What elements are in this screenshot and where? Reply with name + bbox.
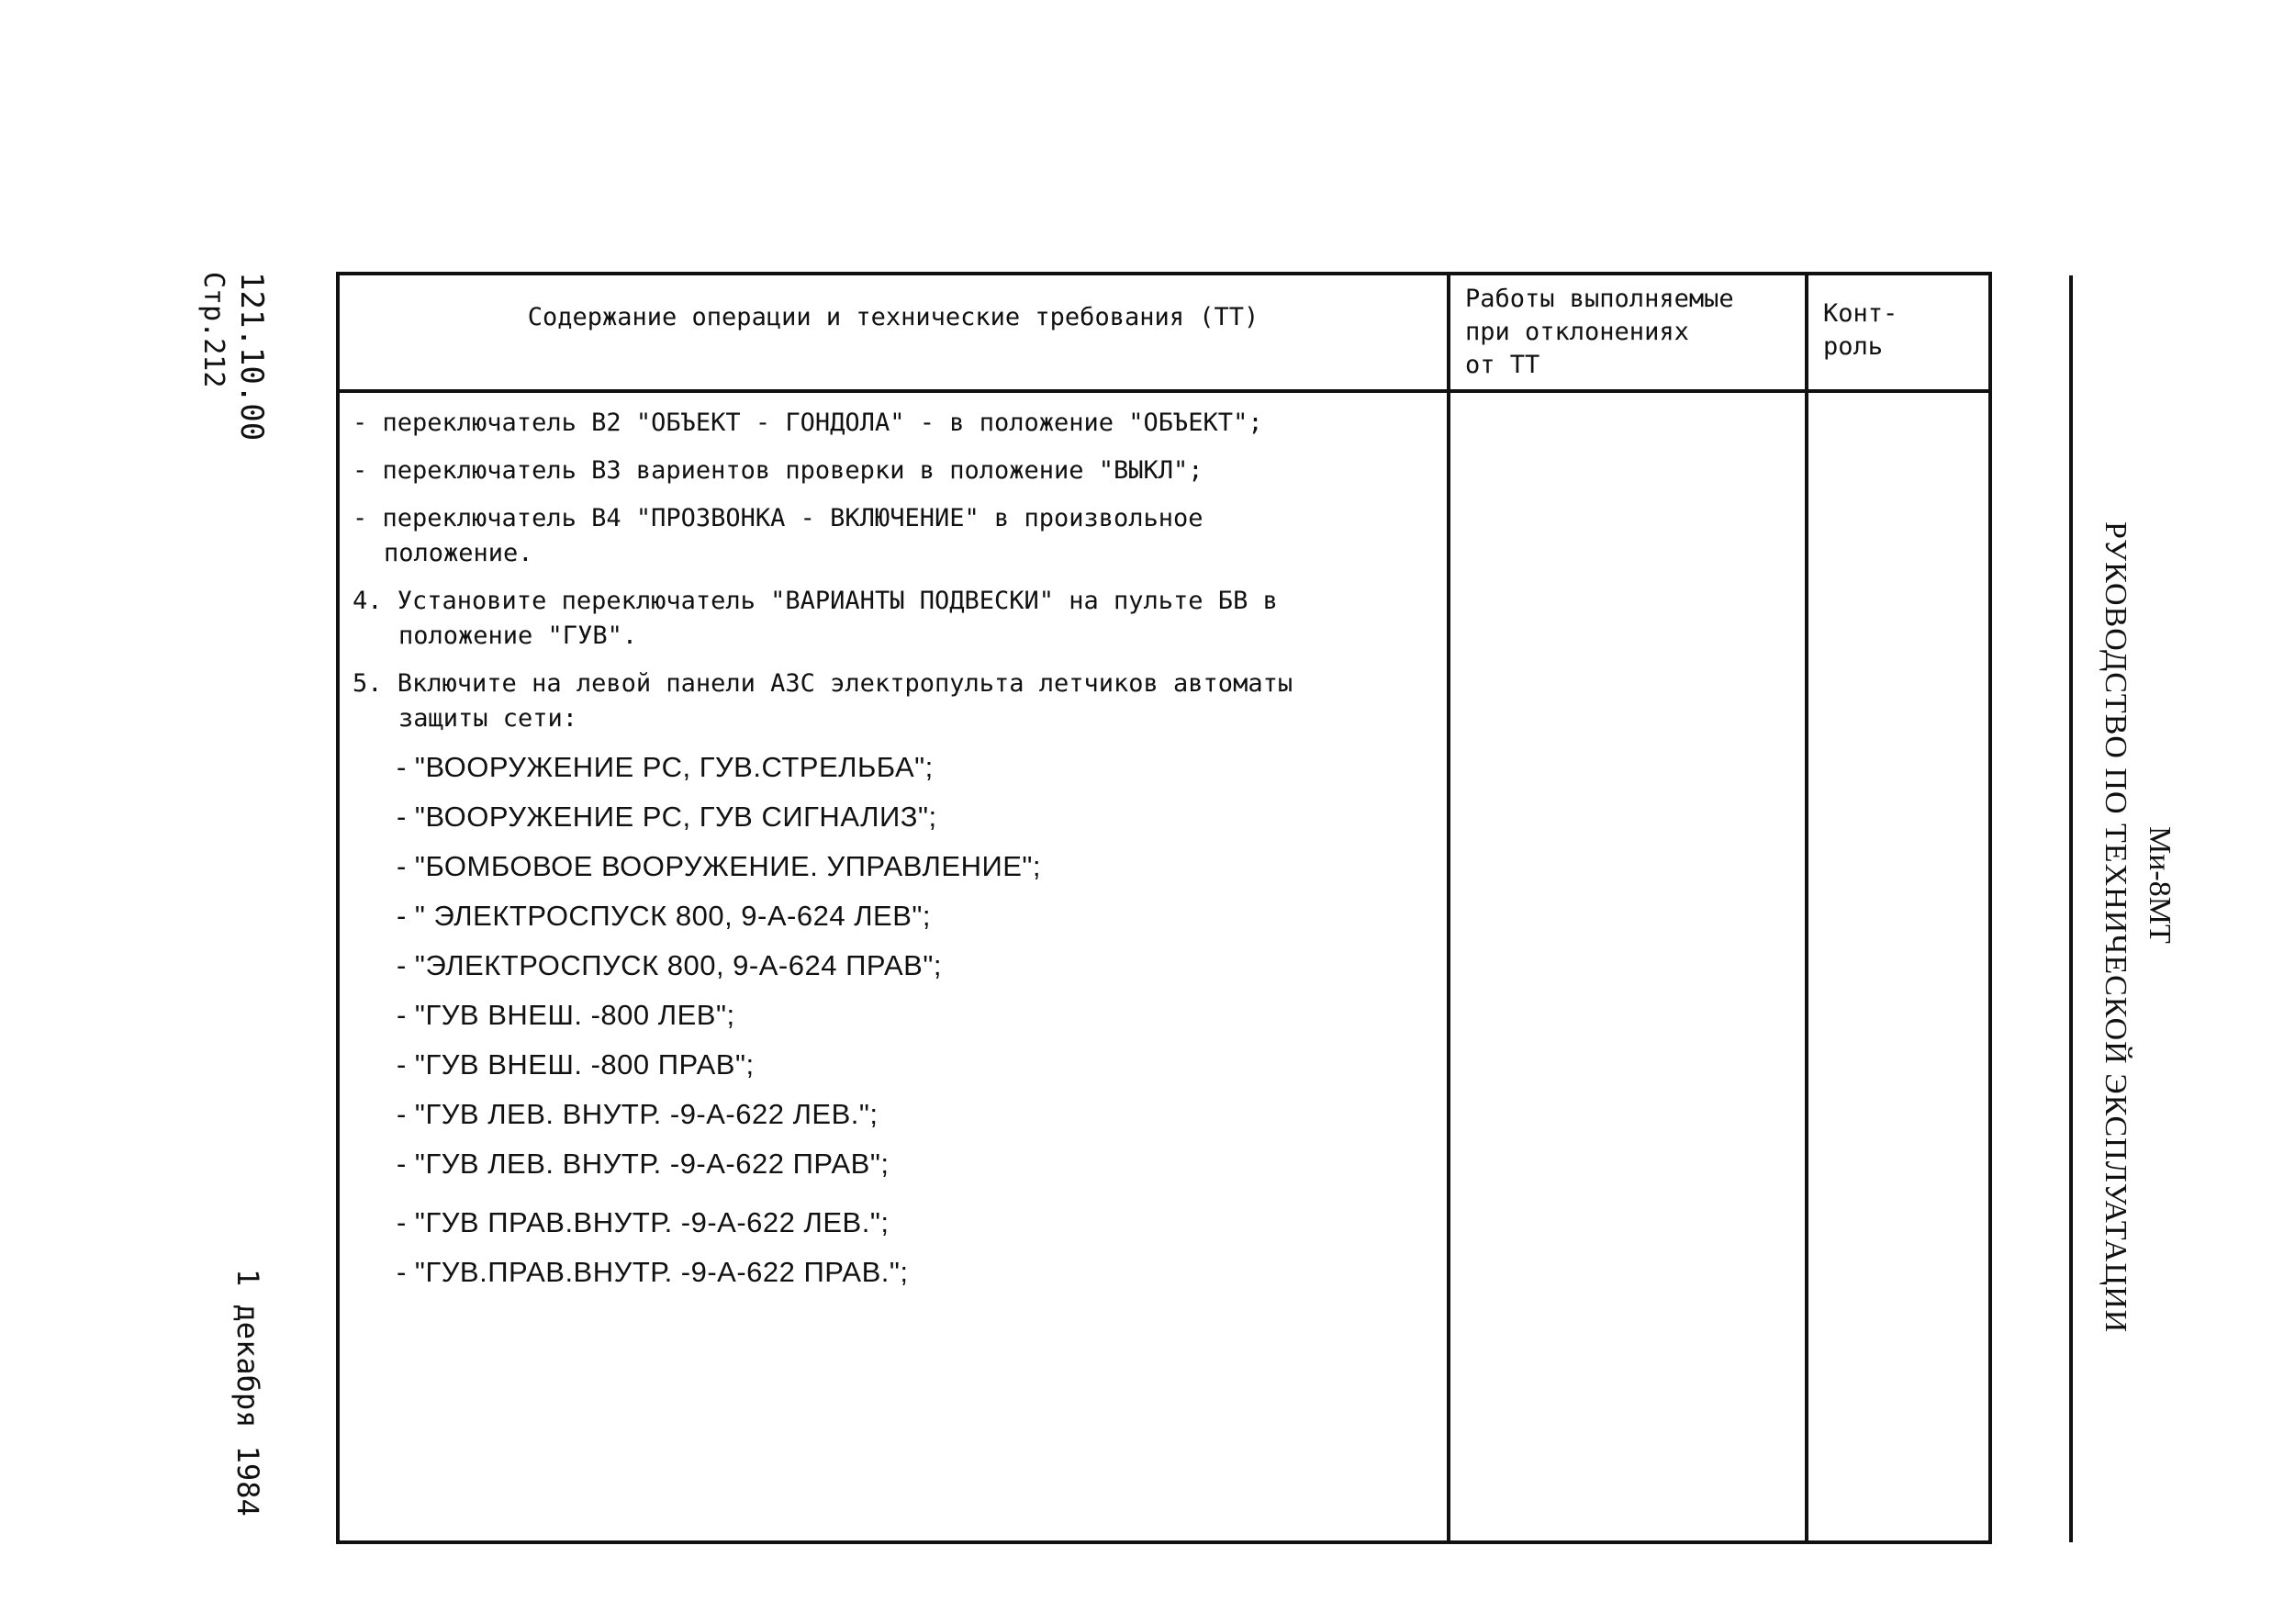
table-header-row bbox=[340, 275, 1988, 393]
instruction-line: - переключатель В2 "ОБЪЕКТ - ГОНДОЛА" - в положение "ОБЪЕКТ"; bbox=[353, 409, 1263, 437]
header-content: Содержание операции и технические требования (ТТ) bbox=[527, 303, 1259, 331]
operation-content bbox=[353, 406, 1436, 1304]
column-divider-1 bbox=[1447, 275, 1450, 1540]
document-date: 1 декабря 1984 bbox=[230, 1269, 265, 1517]
breaker-item: - "ГУВ ВНЕШ. -800 ПРАВ"; bbox=[397, 1048, 755, 1081]
step-4-line: 4. Установите переключатель "ВАРИАНТЫ ПОДВЕСКИ" на пульте БВ в bbox=[353, 587, 1278, 615]
header-deviation-work: Работы выполняемые при отклонениях от ТТ bbox=[1465, 285, 1734, 379]
page-reference: Стр.212 bbox=[197, 272, 230, 388]
breaker-item: - "ВООРУЖЕНИЕ РС, ГУВ СИГНАЛИЗ"; bbox=[397, 801, 937, 833]
column-divider-2 bbox=[1805, 275, 1808, 1540]
header-control: Конт- роль bbox=[1823, 299, 1898, 361]
breaker-item: - "ГУВ ПРАВ.ВНУТР. -9-А-622 ЛЕВ."; bbox=[397, 1206, 890, 1238]
step-5-line: 5. Включите на левой панели АЗС электропульта летчиков автоматы bbox=[353, 669, 1293, 698]
operations-table bbox=[336, 272, 1992, 1544]
breaker-item: - "ГУВ.ПРАВ.ВНУТР. -9-А-622 ПРАВ."; bbox=[397, 1256, 909, 1288]
document-code: 121.10.00 bbox=[233, 272, 270, 442]
instruction-line: - переключатель В3 вариентов проверки в положение "ВЫКЛ"; bbox=[353, 456, 1203, 485]
right-margin-rule bbox=[2069, 275, 2073, 1542]
breaker-item: - "ЭЛЕКТРОСПУСК 800, 9-А-624 ПРАВ"; bbox=[397, 949, 942, 981]
breaker-item: - "ГУВ ЛЕВ. ВНУТР. -9-А-622 ЛЕВ."; bbox=[397, 1098, 879, 1130]
breaker-item: - "ГУВ ЛЕВ. ВНУТР. -9-А-622 ПРАВ"; bbox=[397, 1148, 890, 1180]
aircraft-model: Ми-8МТ bbox=[2143, 826, 2177, 944]
instruction-line: положение. bbox=[384, 539, 533, 567]
instruction-line: - переключатель В4 "ПРОЗВОНКА - ВКЛЮЧЕНИЕ" в произвольное bbox=[353, 504, 1203, 532]
breaker-item: - "ВООРУЖЕНИЕ РС, ГУВ.СТРЕЛЬБА"; bbox=[397, 751, 934, 783]
step-4-line: положение "ГУВ". bbox=[398, 622, 638, 650]
breaker-item: - "ГУВ ВНЕШ. -800 ЛЕВ"; bbox=[397, 999, 735, 1031]
step-5-line: защиты сети: bbox=[398, 704, 578, 733]
manual-title: РУКОВОДСТВО ПО ТЕХНИЧЕСКОЙ ЭКСПЛУАТАЦИИ bbox=[2099, 521, 2133, 1334]
breaker-item: - "БОМБОВОЕ ВООРУЖЕНИЕ. УПРАВЛЕНИЕ"; bbox=[397, 850, 1042, 882]
breaker-item: - " ЭЛЕКТРОСПУСК 800, 9-А-624 ЛЕВ"; bbox=[397, 900, 932, 932]
